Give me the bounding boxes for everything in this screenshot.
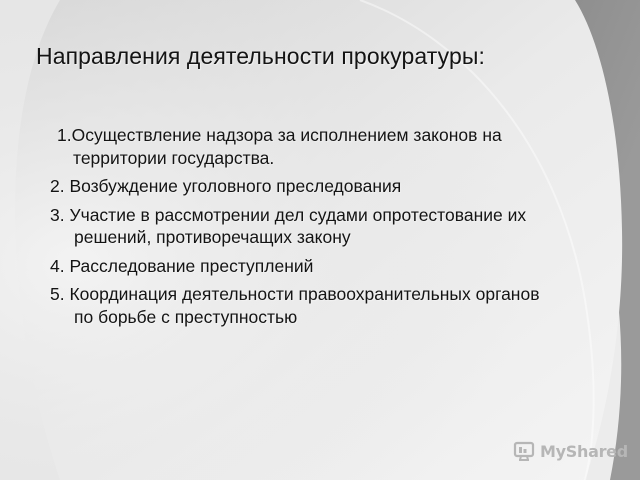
list-item: 1.Осуществление надзора за исполнением законов на территории государства. bbox=[57, 125, 502, 168]
directions-list bbox=[50, 124, 550, 334]
myshared-watermark bbox=[512, 438, 628, 464]
list-item: 2. Возбуждение уголовного преследования bbox=[50, 176, 402, 196]
list-item: 3. Участие в рассмотрении дел судами опротестование их решений, противоречащих закону bbox=[50, 204, 527, 247]
list-item: 4. Расследование преступлений bbox=[50, 255, 314, 276]
watermark-brand: MyShared bbox=[540, 441, 628, 461]
slide-title: Направления деятельности прокуратуры: bbox=[36, 43, 485, 69]
list-item: 5. Координация деятельности правоохранительных органов по борьбе с преступностью bbox=[50, 284, 540, 327]
myshared-logo-icon bbox=[512, 439, 536, 463]
